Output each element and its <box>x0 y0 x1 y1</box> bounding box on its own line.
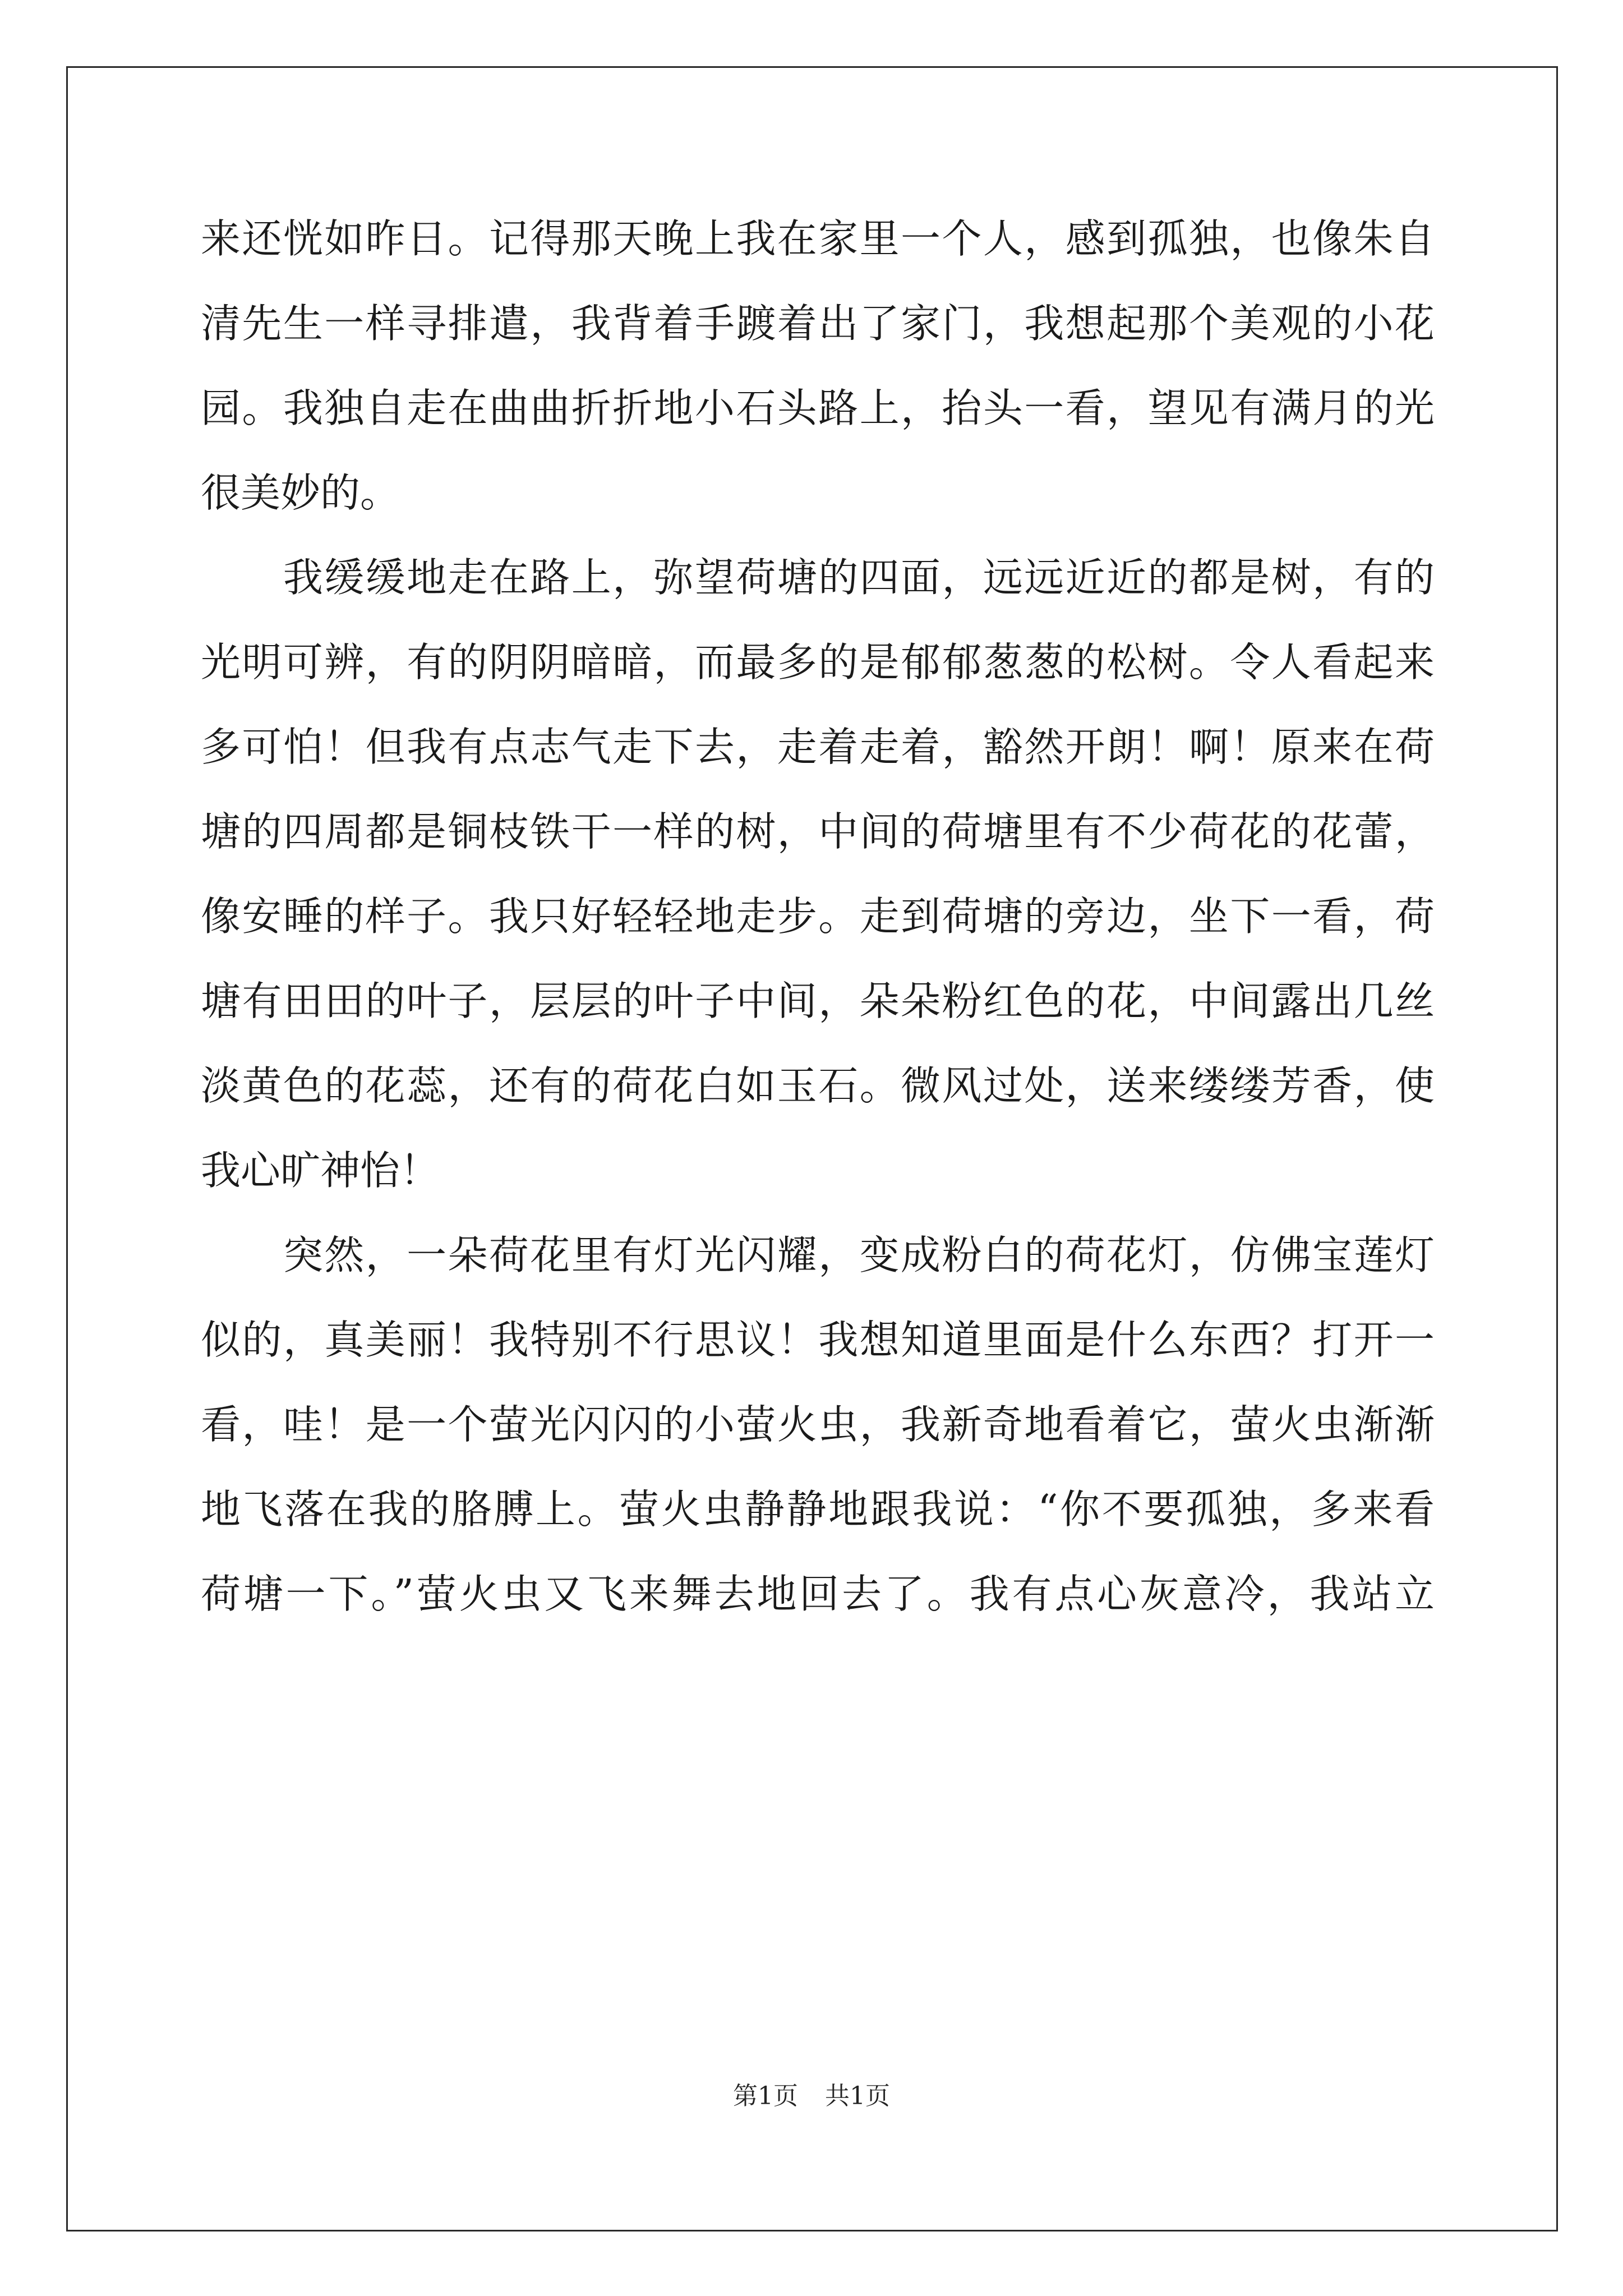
text-line: 塘有田田的叶子，层层的叶子中间，朵朵粉红色的花，中间露出几丝 <box>201 978 1435 1024</box>
text-line: 我心旷神怡！ <box>201 1147 440 1194</box>
text-line: 似的，真美丽！我特别不行思议！我想知道里面是什么东西？打开一 <box>201 1317 1435 1363</box>
text-line: 多可怕！但我有点志气走下去，走着走着，豁然开朗！啊！原来在荷 <box>201 724 1435 770</box>
text-line: 清先生一样寻排遣，我背着手踱着出了家门，我想起那个美观的小花 <box>201 300 1435 347</box>
text-line: 我缓缓地走在路上，弥望荷塘的四面，远远近近的都是树，有的 <box>201 554 1435 601</box>
text-line: 像安睡的样子。我只好轻轻地走步。走到荷塘的旁边，坐下一看，荷 <box>201 893 1435 940</box>
page-total: 共1页 <box>825 2082 890 2110</box>
document-body <box>201 196 1435 1636</box>
text-line: 很美妙的。 <box>201 470 400 516</box>
text-line: 来还恍如昨日。记得那天晚上我在家里一个人，感到孤独，也像朱自 <box>201 215 1435 262</box>
text-line: 看，哇！是一个萤光闪闪的小萤火虫，我新奇地看着它，萤火虫渐渐 <box>201 1401 1435 1448</box>
text-line: 荷塘一下。”萤火虫又飞来舞去地回去了。我有点心灰意冷，我站立 <box>201 1571 1435 1617</box>
page-number: 第1页 <box>733 2082 798 2110</box>
text-line: 光明可辨，有的阴阴暗暗，而最多的是郁郁葱葱的松树。令人看起来 <box>201 639 1435 685</box>
text-line: 园。我独自走在曲曲折折地小石头路上，抬头一看，望见有满月的光 <box>201 385 1435 431</box>
page-footer <box>0 2076 1623 2111</box>
text-line: 淡黄色的花蕊，还有的荷花白如玉石。微风过处，送来缕缕芳香，使 <box>201 1062 1435 1109</box>
text-line: 突然，一朵荷花里有灯光闪耀，变成粉白的荷花灯，仿佛宝莲灯 <box>201 1232 1435 1278</box>
text-line: 塘的四周都是铜枝铁干一样的树，中间的荷塘里有不少荷花的花蕾， <box>201 808 1435 855</box>
text-line: 地飞落在我的胳膊上。萤火虫静静地跟我说：“你不要孤独，多来看 <box>201 1486 1435 1533</box>
